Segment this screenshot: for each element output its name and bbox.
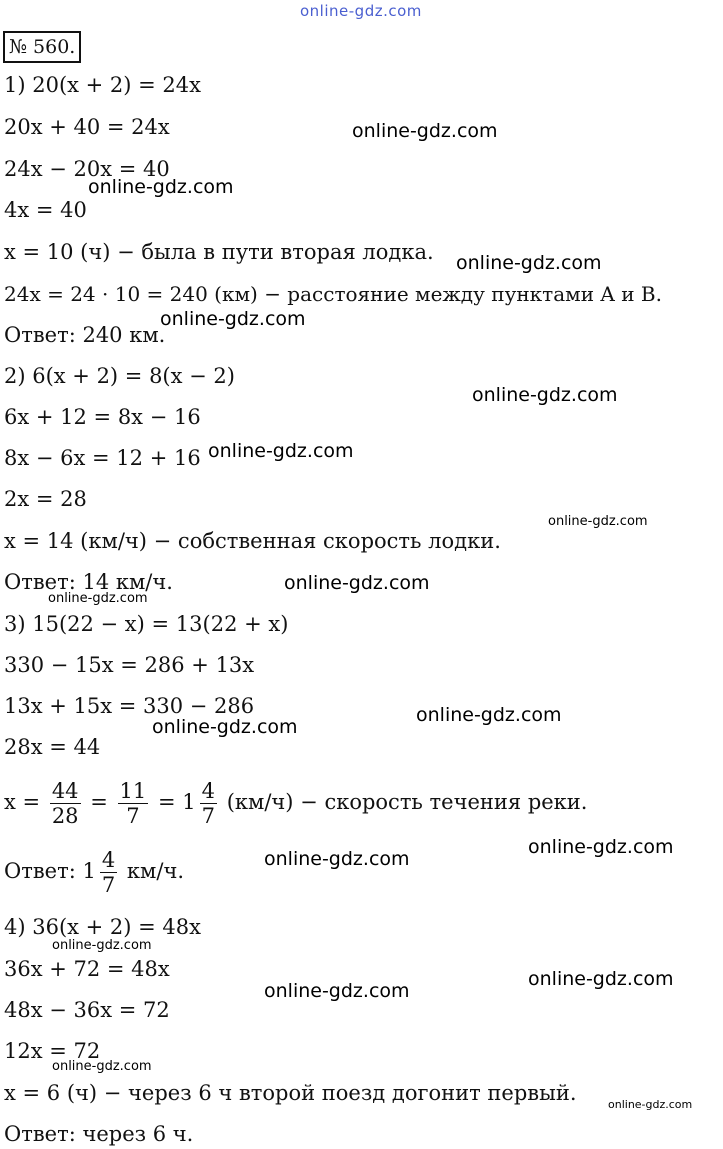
watermark: online-gdz.com (160, 308, 306, 330)
fraction-numerator: 4 (101, 848, 116, 872)
answer-prefix: Ответ: (4, 859, 76, 883)
solution-line: 3) 15(22 − x) = 13(22 + x) (4, 612, 289, 636)
watermark: online-gdz.com (528, 968, 674, 990)
fraction-line-suffix: (км/ч) − скорость течения реки. (226, 790, 588, 814)
solution-line: 12x = 72 (4, 1039, 101, 1063)
mixed-number-whole: 1 (82, 859, 96, 883)
solution-line: x = 6 (ч) − через 6 ч второй поезд догонит первый. (4, 1081, 577, 1105)
watermark: online-gdz.com (88, 176, 234, 198)
fraction-denominator: 7 (101, 873, 116, 897)
fraction-line-prefix: x = (4, 790, 41, 814)
answer-line (4, 843, 184, 899)
solution-line: 13x + 15x = 330 − 286 (4, 694, 255, 718)
watermark: online-gdz.com (52, 1059, 152, 1074)
watermark: online-gdz.com (528, 836, 674, 858)
solution-line: 36x + 72 = 48x (4, 957, 170, 981)
solution-line: 4x = 40 (4, 198, 87, 222)
watermark: online-gdz.com (152, 716, 298, 738)
watermark-top: online-gdz.com (300, 2, 422, 20)
fraction-4-7 (200, 779, 217, 828)
solution-line: 2) 6(x + 2) = 8(x − 2) (4, 364, 235, 388)
fraction-numerator: 11 (119, 779, 147, 803)
fraction-denominator: 7 (201, 804, 215, 828)
watermark: online-gdz.com (284, 572, 430, 594)
solution-line: x = 10 (ч) − была в пути вторая лодка. (4, 240, 434, 264)
mixed-number-whole: 1 (182, 790, 196, 814)
watermark: online-gdz.com (52, 938, 152, 953)
answer-line: Ответ: 14 км/ч. (4, 570, 173, 594)
watermark: online-gdz.com (456, 252, 602, 274)
answer-line: Ответ: 240 км. (4, 323, 166, 347)
solution-line: 48x − 36x = 72 (4, 998, 170, 1022)
watermark: online-gdz.com (548, 514, 648, 529)
fraction-numerator: 44 (51, 779, 79, 803)
solution-line: x = 14 (км/ч) − собственная скорость лодки. (4, 529, 501, 553)
watermark: online-gdz.com (208, 440, 354, 462)
watermark: online-gdz.com (264, 980, 410, 1002)
solution-line: 4) 36(x + 2) = 48x (4, 915, 201, 939)
watermark: online-gdz.com (352, 120, 498, 142)
problem-number: № 560. (3, 31, 81, 63)
solution-line: 1) 20(x + 2) = 24x (4, 73, 201, 97)
watermark: online-gdz.com (416, 704, 562, 726)
equals-sign: = (157, 790, 176, 814)
fraction-denominator: 28 (51, 804, 79, 828)
fraction-11-7 (118, 779, 149, 828)
fraction-line (4, 774, 587, 830)
fraction-44-28 (50, 779, 81, 828)
solution-line: 6x + 12 = 8x − 16 (4, 405, 201, 429)
solution-line: 28x = 44 (4, 735, 101, 759)
solution-line: 8x − 6x = 12 + 16 (4, 446, 201, 470)
solution-line: 24x = 24 · 10 = 240 (км) − расстояние между пунктами A и B. (4, 282, 662, 306)
watermark: online-gdz.com (264, 848, 410, 870)
fraction-numerator: 4 (201, 779, 215, 803)
fraction-4-7 (100, 848, 117, 897)
watermark: online-gdz.com (472, 384, 618, 406)
solution-line: 20x + 40 = 24x (4, 115, 170, 139)
solution-line: 2x = 28 (4, 487, 87, 511)
equals-sign: = (90, 790, 108, 814)
answer-suffix: км/ч. (126, 859, 184, 883)
watermark: online-gdz.com (608, 1098, 693, 1111)
fraction-denominator: 7 (126, 804, 140, 828)
solution-line: 330 − 15x = 286 + 13x (4, 653, 255, 677)
watermark: online-gdz.com (48, 591, 148, 606)
answer-line: Ответ: через 6 ч. (4, 1122, 194, 1146)
solution-line: 24x − 20x = 40 (4, 157, 170, 181)
